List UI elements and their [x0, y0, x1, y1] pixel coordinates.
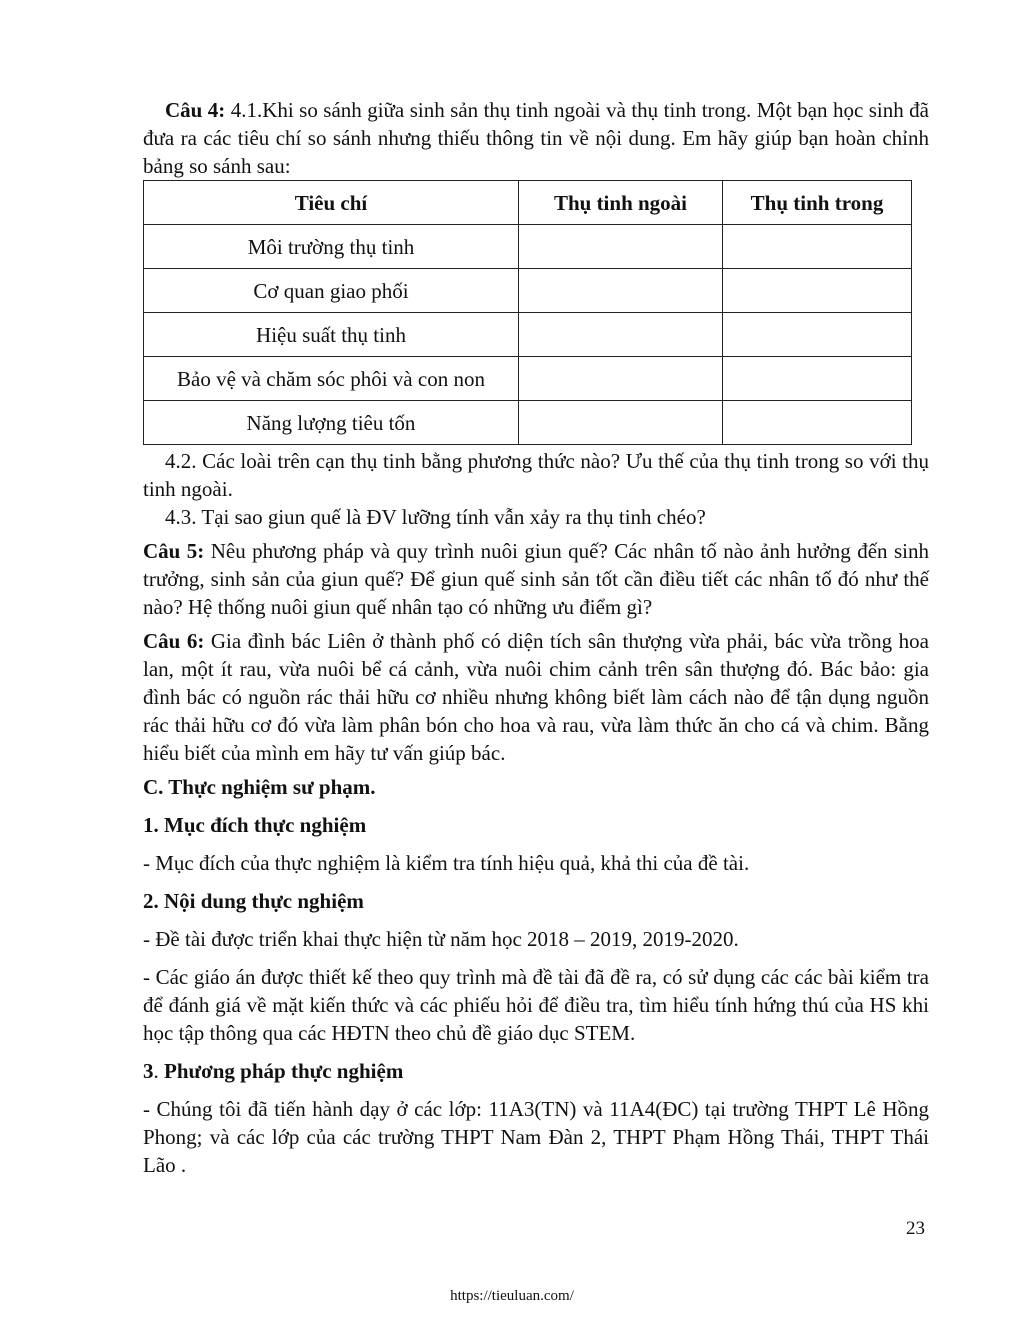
- table-cell-empty: [723, 269, 912, 313]
- table-cell-empty: [519, 313, 723, 357]
- section-2-paragraph-2: - Các giáo án được thiết kế theo quy trình mà đề tài đã đề ra, có sử dụng các các bài kiểm tra để đánh giá về mặt kiến thức và các phiếu hỏi để điều tra, tìm hiểu tính hứng thú của HS khi học tập thông qua các HĐTN theo chủ đề giáo dục STEM.: [143, 965, 929, 1045]
- header-internal-fertilization: Thụ tinh trong: [723, 181, 912, 225]
- table-cell-empty: [519, 357, 723, 401]
- table-cell-criteria: Năng lượng tiêu tốn: [144, 401, 519, 445]
- header-criteria: Tiêu chí: [144, 181, 519, 225]
- section-1-heading: 1. Mục đích thực nghiệm: [143, 813, 367, 837]
- question-6-text: Gia đình bác Liên ở thành phố có diện tích sân thượng vừa phải, bác vừa trồng hoa lan, một ít rau, vừa nuôi bể cá cảnh, vừa nuôi chim cảnh trên sân thượng đó. Bác bảo: gia đình bác có nguồn rác thải hữu cơ nhiều nhưng không biết làm cách nào để tận dụng nguồn rác thải hữu cơ đó vừa làm phân bón cho hoa và rau, vừa làm thức ăn cho cá và chim. Bằng hiểu biết của mình em hãy tư vấn giúp bác.: [143, 629, 930, 765]
- question-4-text: 4.1.Khi so sánh giữa sinh sản thụ tinh ngoài và thụ tinh trong. Một bạn học sinh đã đưa ra các tiêu chí so sánh nhưng thiếu thông tin về nội dung. Em hãy giúp bạn hoàn chỉnh bảng so sánh sau:: [143, 98, 929, 178]
- footer-link[interactable]: https://tieuluan.com/: [450, 1288, 574, 1304]
- table-cell-empty: [723, 225, 912, 269]
- page-number: 23: [906, 1218, 925, 1239]
- table-cell-empty: [519, 269, 723, 313]
- table-cell-empty: [723, 357, 912, 401]
- section-2-heading: 2. Nội dung thực nghiệm: [143, 889, 364, 913]
- comparison-table: [143, 180, 912, 445]
- section-3-title: Phương pháp thực nghiệm: [164, 1059, 404, 1083]
- question-4-label: Câu 4:: [165, 98, 226, 122]
- table-cell-criteria: Môi trường thụ tinh: [144, 225, 519, 269]
- question-4-intro: [143, 96, 929, 180]
- section-3-dot: .: [153, 1059, 164, 1083]
- table-row: [144, 357, 912, 401]
- table-cell-criteria: Bảo vệ và chăm sóc phôi và con non: [144, 357, 519, 401]
- section-3-text: - Chúng tôi đã tiến hành dạy ở các lớp: 11A3(TN) và 11A4(ĐC) tại trường THPT Lê Hồng Phong; và các lớp của các trường THPT Nam Đàn 2, THPT Phạm Hồng Thái, THPT Thái Lão .: [143, 1097, 929, 1177]
- section-1-text: - Mục đích của thực nghiệm là kiểm tra tính hiệu quả, khả thi của đề tài.: [143, 851, 750, 875]
- section-2-paragraph-1: - Đề tài được triển khai thực hiện từ năm học 2018 – 2019, 2019-2020.: [143, 927, 739, 951]
- table-cell-criteria: Cơ quan giao phối: [144, 269, 519, 313]
- question-4-2: 4.2. Các loài trên cạn thụ tinh bằng phương thức nào? Ưu thế của thụ tinh trong so với thụ tinh ngoài.: [143, 449, 929, 501]
- question-4-3: 4.3. Tại sao giun quế là ĐV lưỡng tính vẫn xảy ra thụ tinh chéo?: [165, 505, 706, 529]
- question-5: [143, 537, 929, 621]
- section-3-heading: [143, 1057, 929, 1085]
- question-6: [143, 627, 929, 767]
- table-row: [144, 401, 912, 445]
- table-cell-empty: [723, 401, 912, 445]
- table-cell-empty: [723, 313, 912, 357]
- table-cell-empty: [519, 225, 723, 269]
- question-6-label: Câu 6:: [143, 629, 205, 653]
- document-body: [143, 96, 929, 1179]
- question-5-label: Câu 5:: [143, 539, 205, 563]
- table-row: [144, 269, 912, 313]
- section-c-heading: C. Thực nghiệm sư phạm.: [143, 775, 376, 799]
- table-row: [144, 225, 912, 269]
- table-cell-empty: [519, 401, 723, 445]
- table-cell-criteria: Hiệu suất thụ tinh: [144, 313, 519, 357]
- table-row: [144, 313, 912, 357]
- question-5-text: Nêu phương pháp và quy trình nuôi giun quế? Các nhân tố nào ảnh hưởng đến sinh trưởng, sinh sản của giun quế? Để giun quế sinh sản tốt cần điều tiết các nhân tố đó như thế nào? Hệ thống nuôi giun quế nhân tạo có những ưu điểm gì?: [143, 539, 929, 619]
- header-external-fertilization: Thụ tinh ngoài: [519, 181, 723, 225]
- table-header-row: [144, 181, 912, 225]
- section-3-number: 3: [143, 1059, 154, 1083]
